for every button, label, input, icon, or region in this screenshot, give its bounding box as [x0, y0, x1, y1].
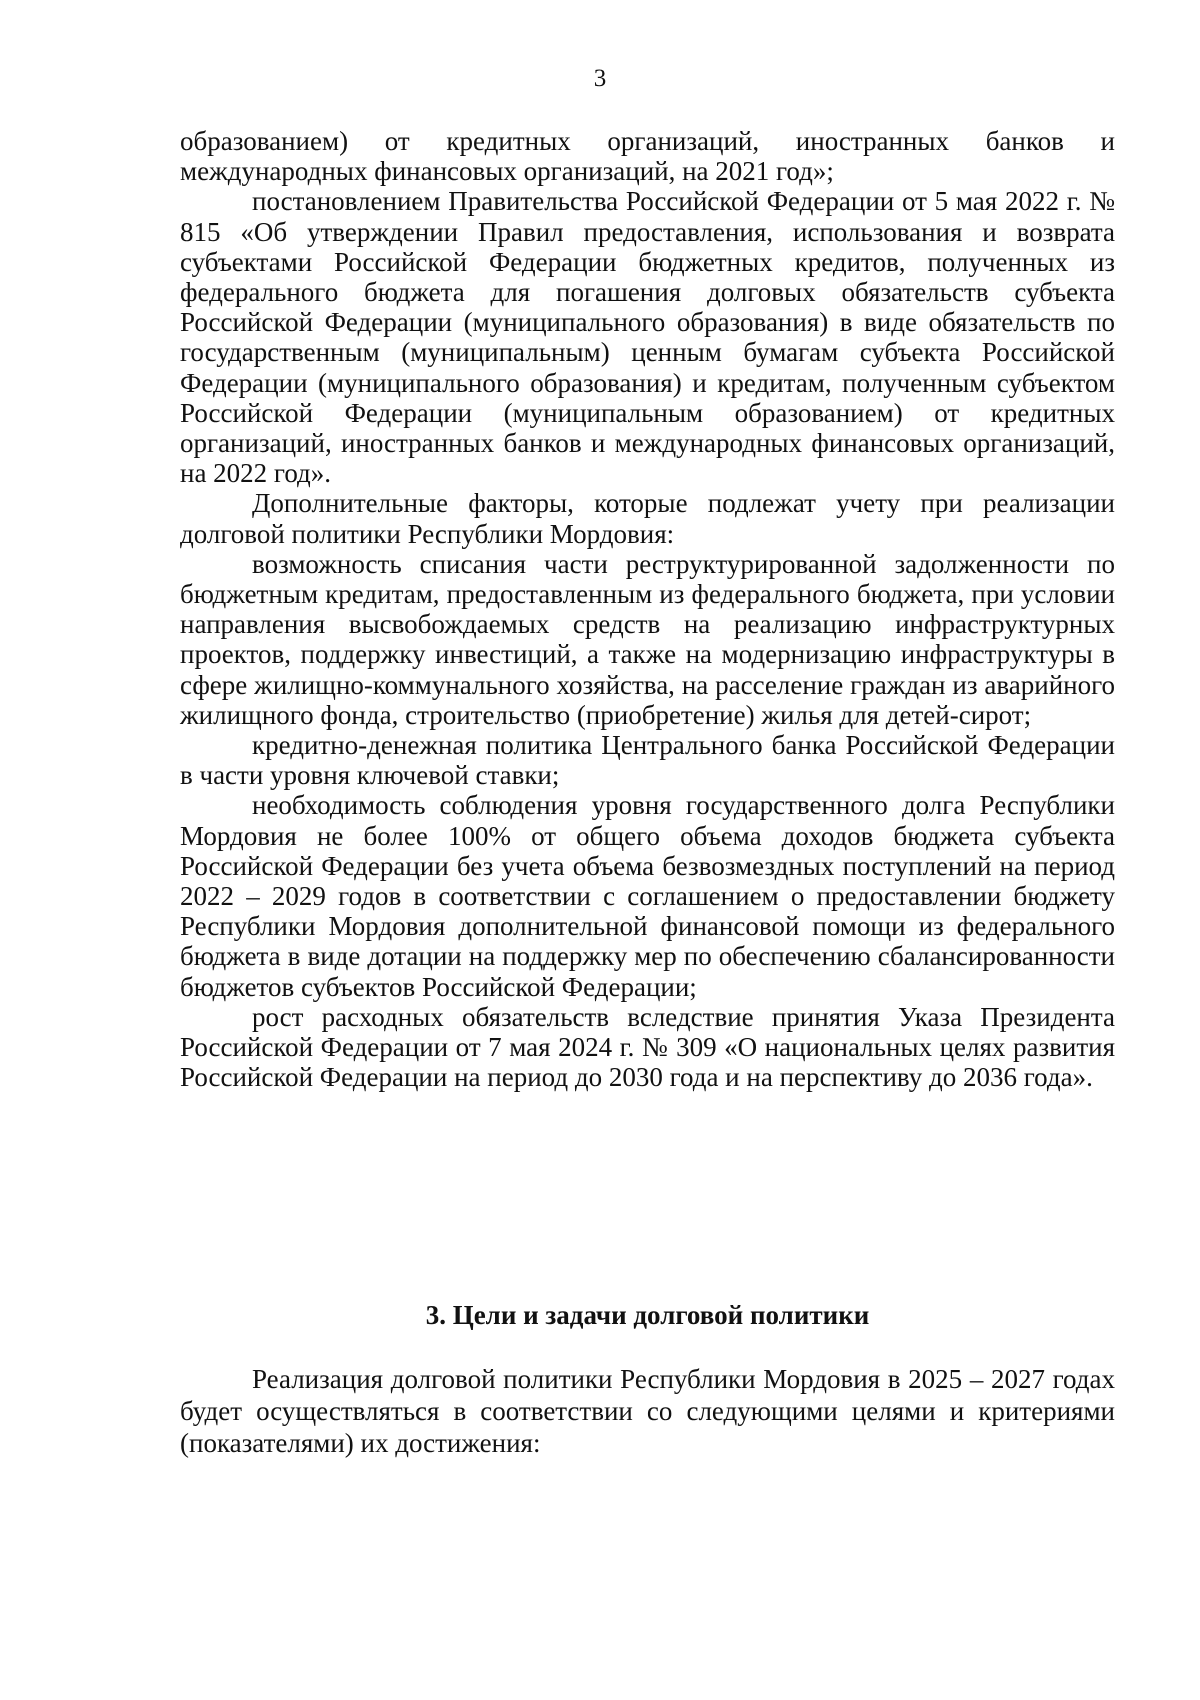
- paragraph-goals-intro: Реализация долговой политики Республики Мордовия в 2025 – 2027 годах будет осуществляться в соответствии со следующими целями и критериями (показателями) их достижения:: [180, 1364, 1115, 1458]
- paragraph-debt-level: необходимость соблюдения уровня государственного долга Республики Мордовия не более 100% от общего объема доходов бюджета субъекта Российской Федерации без учета объема безвозмездных поступлений на период 2022 – 2029 годов в соответствии с соглашением о предоставлении бюджету Республики Мордовия дополнительной финансовой помощи из федерального бюджета в виде дотации на поддержку мер по обеспечению сбалансированности бюджетов субъектов Российской Федерации;: [180, 790, 1115, 1002]
- paragraph-continuation: образованием) от кредитных организаций, иностранных банков и международных финансовых организаций, на 2021 год»;: [180, 126, 1115, 187]
- paragraph-expenditure-growth: рост расходных обязательств вследствие принятия Указа Президента Российской Федерации от 7 мая 2024 г. № 309 «О национальных целях развития Российской Федерации на период до 2030 года и на перспективу до 2036 года».: [180, 1001, 1115, 1093]
- section-body: [180, 1363, 1115, 1459]
- paragraph-resolution-815: постановлением Правительства Российской Федерации от 5 мая 2022 г. № 815 «Об утверждении Правил предоставления, использования и возврата субъектами Российской Федерации бюджетных кредитов, полученных из федерального бюджета для погашения долговых обязательств субъекта Российской Федерации (муниципального образования) в виде обязательств по государственным (муниципальным) ценным бумагам субъекта Российской Федерации (муниципального образования) и кредитам, полученным субъектом Российской Федерации (муниципальным образованием) от кредитных организаций, иностранных банков и международных финансовых организаций, на 2022 год».: [180, 186, 1115, 489]
- paragraph-monetary-policy: кредитно-денежная политика Центрального банка Российской Федерации в части уровня ключевой ставки;: [180, 730, 1115, 791]
- paragraph-additional-factors: Дополнительные факторы, которые подлежат учету при реализации долговой политики Республики Мордовия:: [180, 488, 1115, 549]
- body-text: [180, 126, 1115, 1093]
- page-number: 3: [593, 65, 607, 92]
- paragraph-debt-write-off: возможность списания части реструктурированной задолженности по бюджетным кредитам, предоставленным из федерального бюджета, при условии направления высвобождаемых средств на реализацию инфраструктурных проектов, поддержку инвестиций, а также на модернизацию инфраструктуры в сфере жилищно-коммунального хозяйства, на расселение граждан из аварийного жилищного фонда, строительство (приобретение) жилья для детей-сирот;: [180, 548, 1115, 730]
- section-title: 3. Цели и задачи долговой политики: [425, 1300, 870, 1330]
